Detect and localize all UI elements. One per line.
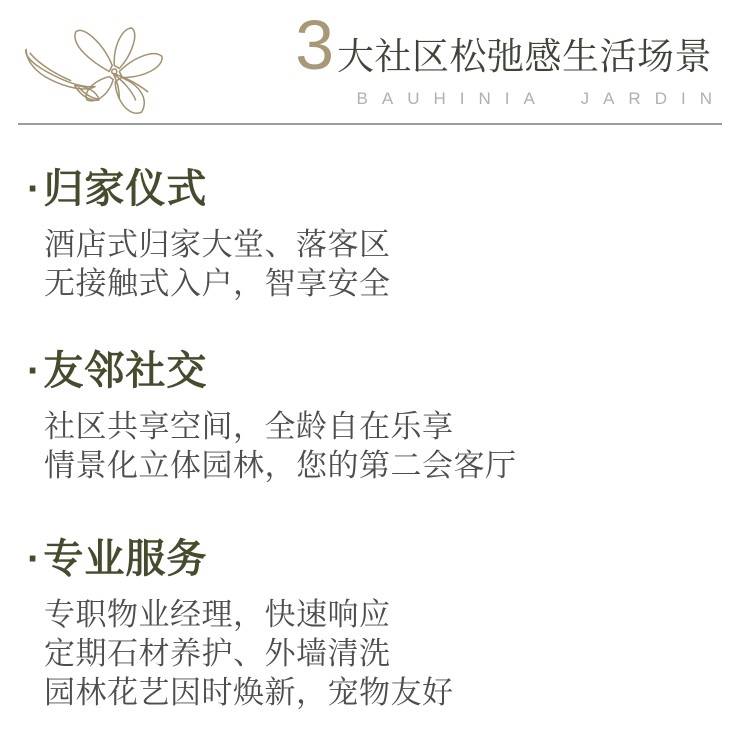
section-neighbor-social — [27, 349, 740, 485]
section-body — [44, 595, 740, 712]
body-line: 酒店式归家大堂、落客区 — [44, 227, 391, 262]
section-body — [44, 225, 740, 303]
section-title: 专业服务 — [43, 537, 208, 581]
bullet-dot: · — [27, 167, 42, 211]
section-title: 归家仪式 — [43, 167, 208, 211]
section-heading — [27, 349, 740, 393]
section-heading — [27, 537, 740, 581]
body-line: 情景化立体园林，您的第二会客厅 — [44, 448, 517, 483]
body-line: 无接触式入户，智享安全 — [44, 266, 391, 301]
section-title: 友邻社交 — [43, 349, 208, 393]
title-block — [295, 6, 726, 109]
page-title — [295, 6, 712, 84]
body-line: 社区共享空间，全龄自在乐享 — [44, 409, 454, 444]
title-number: 3 — [295, 6, 335, 84]
subtitle-brand-name: BAUHINIA JARDIN — [356, 89, 726, 108]
section-homecoming-ritual — [27, 167, 740, 303]
header — [18, 0, 726, 125]
bullet-dot: · — [27, 349, 42, 393]
section-professional-service — [27, 537, 740, 712]
title-text: 大社区松弛感生活场景 — [337, 36, 712, 77]
bullet-dot: · — [27, 537, 42, 581]
body-line: 定期石材养护、外墙清洗 — [44, 636, 391, 671]
content — [0, 167, 740, 712]
bauhinia-flower-icon — [18, 18, 170, 126]
section-body — [44, 407, 740, 485]
body-line: 园林花艺因时焕新，宠物友好 — [44, 675, 454, 710]
section-heading — [27, 167, 740, 211]
body-line: 专职物业经理，快速响应 — [44, 597, 391, 632]
